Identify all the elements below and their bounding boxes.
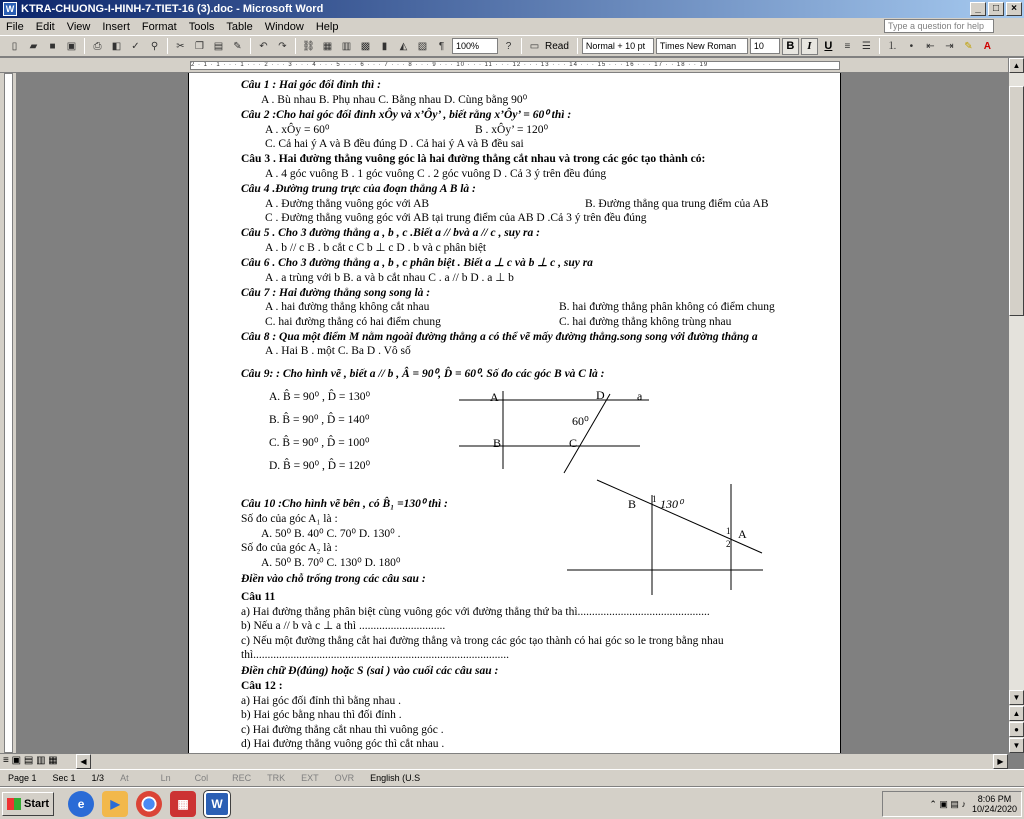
toolbar-separator: [879, 38, 880, 54]
word-taskbar-icon[interactable]: W: [204, 791, 230, 817]
doc-line: A. B̂ = 90⁰ , D̂ = 130⁰: [269, 391, 371, 403]
status-trk[interactable]: TRK: [267, 773, 286, 783]
numbering-icon[interactable]: ⒈: [887, 40, 898, 52]
help-icon[interactable]: ?: [505, 40, 512, 52]
document-area: [17, 73, 1008, 753]
status-line: Ln: [160, 773, 171, 783]
label-130: 130⁰: [660, 497, 683, 511]
status-ext[interactable]: EXT: [301, 773, 319, 783]
doc-line: Số đo của góc A₁ là :: [241, 513, 338, 525]
label-angle-1: 1: [652, 494, 657, 504]
doc-line: Câu 11: [241, 591, 276, 603]
toolbar-separator: [577, 38, 578, 54]
doc-line: B. Đường thẳng qua trung điểm của AB: [585, 198, 769, 210]
doc-line: Câu 10 :Cho hình vẽ bên , có B̂₁ =130⁰ thì :: [241, 498, 448, 510]
scroll-thumb[interactable]: [1009, 86, 1024, 316]
underline-button[interactable]: U: [820, 38, 837, 55]
doc-line: A . Bù nhau B. Phụ nhau C. Bằng nhau D. Cùng bằng 90⁰: [261, 94, 528, 106]
title-bar: [0, 0, 1024, 18]
doc-line: Câu 5 . Cho 3 đường thẳng a , b , c .Biết a // bvà a // c , suy ra :: [241, 227, 540, 239]
previous-page-button[interactable]: ▲: [1009, 706, 1024, 721]
doc-line: thì.........................................................................................: [241, 649, 510, 661]
doc-line: Câu 3 . Hai đường thẳng vuông góc là hai đường thẳng cắt nhau và trong các góc tạo thành có:: [241, 153, 706, 165]
ie-icon[interactable]: e: [68, 791, 94, 817]
menu-insert[interactable]: Insert: [102, 20, 130, 33]
status-rec[interactable]: REC: [232, 773, 252, 783]
format-painter-icon[interactable]: ✎: [233, 40, 242, 52]
italic-button[interactable]: I: [801, 38, 818, 55]
toolbar-separator: [521, 38, 522, 54]
minimize-button[interactable]: _: [970, 2, 986, 16]
vertical-scrollbar[interactable]: [1008, 58, 1024, 753]
maximize-button[interactable]: □: [988, 2, 1004, 16]
paste-icon[interactable]: ▤: [213, 40, 224, 52]
word-app-icon: W: [3, 2, 17, 16]
document-page[interactable]: [188, 73, 841, 753]
label-D: D: [596, 388, 605, 402]
chrome-icon[interactable]: [136, 791, 162, 817]
label-A: A: [490, 390, 499, 404]
toolbar-separator: [295, 38, 296, 54]
menu-bar: [0, 18, 1024, 35]
bold-button[interactable]: B: [782, 38, 799, 55]
justify-icon[interactable]: ☰: [861, 40, 871, 52]
spelling-icon[interactable]: ✓: [131, 40, 140, 52]
line-transversal: [597, 480, 762, 553]
drawing-icon[interactable]: ◭: [399, 40, 408, 52]
doc-line: C . Đường thẳng vuông góc với AB tại trung điểm của AB D .Cả 3 ý trên đều đúng: [265, 212, 647, 224]
unikey-icon[interactable]: ▦: [170, 791, 196, 817]
hyperlink-icon[interactable]: ⛓: [302, 40, 315, 52]
line-dc-transversal: [564, 394, 610, 473]
doc-line: Câu 7 : Hai đường thẳng song song là :: [241, 287, 431, 299]
columns-icon[interactable]: ▮: [381, 40, 388, 52]
font-size-select[interactable]: 10: [750, 38, 780, 54]
doc-line: Số đo của góc A₂ là :: [241, 542, 338, 554]
label-C: C: [569, 436, 578, 450]
label-B: B: [628, 497, 637, 511]
doc-line: A . a trùng với b B. a và b cắt nhau C . a // b D . a ⊥ b: [265, 272, 514, 284]
scroll-right-button[interactable]: ▶: [993, 754, 1008, 769]
status-at: At: [120, 773, 129, 783]
doc-line: Câu 8 : Qua một điểm M nằm ngoài đường thẳng a có thể vẽ mấy đường thẳng.song song với đường thẳng a: [241, 331, 758, 343]
label-a: a: [637, 389, 643, 403]
start-button[interactable]: [2, 792, 54, 816]
doc-line: Câu 9: : Cho hình vẽ , biết a // b , Â = 90⁰, D̂ = 60⁰. Số đo các góc B và C là :: [241, 368, 605, 380]
status-section: Sec 1: [52, 773, 76, 783]
doc-line: D. B̂ = 90⁰ , D̂ = 120⁰: [269, 460, 371, 472]
vertical-ruler[interactable]: [0, 73, 17, 753]
doc-line: Câu 1 : Hai góc đối đỉnh thì :: [241, 79, 381, 91]
doc-line: A . Hai B . một C. Ba D . Vô số: [265, 345, 411, 357]
show-hide-icon[interactable]: ¶: [438, 40, 445, 52]
clock-time: 8:06 PM: [977, 794, 1012, 804]
doc-line: C. B̂ = 90⁰ , D̂ = 100⁰: [269, 437, 370, 449]
view-buttons[interactable]: ≡ ▣ ▤ ▥ ▦: [3, 755, 58, 766]
next-page-button[interactable]: ▼: [1009, 738, 1024, 753]
doc-line: Câu 12 :: [241, 680, 283, 692]
doc-line: a) Hai đường thẳng phân biệt cùng vuông góc với đường thẳng thứ ba thì..............................................: [241, 606, 710, 618]
decrease-indent-icon[interactable]: ⇤: [926, 40, 935, 52]
tables-borders-icon[interactable]: ▦: [322, 40, 333, 52]
toolbar-separator: [167, 38, 168, 54]
doc-line: A . b // c B . b cắt c C b ⊥ c D . b và c phân biệt: [265, 242, 487, 254]
clock-date: 10/24/2020: [971, 804, 1017, 814]
ask-question-input[interactable]: Type a question for help: [884, 19, 994, 33]
browse-object-button[interactable]: ●: [1009, 722, 1024, 737]
zoom-select[interactable]: 100%: [452, 38, 498, 54]
doc-line: A . Đường thẳng vuông góc với AB: [265, 198, 430, 210]
open-folder-icon[interactable]: ▰: [29, 40, 38, 52]
doc-line: Câu 4 .Đường trung trực của đoạn thẳng A B là :: [241, 183, 476, 195]
permission-icon[interactable]: ▣: [66, 40, 77, 52]
doc-line: A. 50⁰ B. 70⁰ C. 130⁰ D. 180⁰: [261, 557, 401, 569]
close-button[interactable]: ×: [1006, 2, 1022, 16]
menu-tools[interactable]: Tools: [188, 20, 215, 33]
start-label: Start: [24, 797, 50, 810]
insert-table-icon[interactable]: ▥: [341, 40, 352, 52]
status-page: Page 1: [8, 773, 37, 783]
doc-line: c) Hai đường thẳng cắt nhau thì vuông góc .: [241, 724, 444, 736]
redo-icon[interactable]: ↷: [278, 40, 287, 52]
read-button[interactable]: Read: [545, 40, 569, 52]
status-pages: 1/3: [91, 773, 105, 783]
new-document-icon[interactable]: ▯: [11, 40, 18, 52]
doc-line: c) Nếu một đường thẳng cắt hai đường thẳng và trong các góc tạo thành có hai góc so le trong bằng nhau: [241, 635, 724, 647]
scroll-up-button[interactable]: ▲: [1009, 58, 1024, 73]
font-select[interactable]: Times New Roman: [656, 38, 748, 54]
scroll-left-button[interactable]: ◀: [76, 754, 91, 769]
bullets-icon[interactable]: •: [909, 40, 914, 52]
scroll-down-button[interactable]: ▼: [1009, 690, 1024, 705]
clock[interactable]: [972, 794, 1017, 814]
status-language: English (U.S: [370, 773, 421, 783]
figure-question-9: [459, 388, 649, 473]
ruler-scale: 2 · 1 · 1 · · · 1 · · · 2 · · · 3 · · · 4 · · · 5 · · · 6 · · · 7 · · · 8 · · · 9 · · · 10 · · · 11 · · · 12 · · · 13 · · · 14 · · · 15 · · · 16 · · · 17 · · 18 · · 19: [190, 61, 840, 70]
undo-icon[interactable]: ↶: [259, 40, 268, 52]
doc-line: Điền chữ Đ(đúng) hoặc S (sai ) vào cuối các câu sau :: [241, 665, 499, 677]
windows-flag-icon: [7, 798, 21, 810]
doc-line: d) Hai đường thẳng vuông góc thì cắt nhau .: [241, 738, 445, 750]
menu-view[interactable]: View: [66, 20, 91, 33]
menu-edit[interactable]: Edit: [35, 20, 55, 33]
research-icon[interactable]: ⚲: [150, 40, 159, 52]
doc-line: Câu 6 . Cho 3 đường thẳng a , b , c phân biệt . Biết a ⊥ c và b ⊥ c , suy ra: [241, 257, 593, 269]
label-A: A: [738, 527, 747, 541]
menu-table[interactable]: Table: [226, 20, 253, 33]
doc-line: B . xÔy’ = 120⁰: [475, 124, 549, 136]
media-player-icon[interactable]: ▶: [102, 791, 128, 817]
horizontal-scrollbar[interactable]: [0, 753, 1008, 769]
toolbar: [0, 35, 1024, 57]
doc-line: A . xÔy = 60⁰: [265, 124, 330, 136]
style-select[interactable]: Normal + 10 pt: [582, 38, 654, 54]
doc-line: a) Hai góc đối đỉnh thì bằng nhau .: [241, 695, 402, 707]
doc-line: b) Hai góc bằng nhau thì đối đỉnh .: [241, 709, 402, 721]
doc-line: b) Nếu a // b và c ⊥ a thì ..............................: [241, 620, 446, 632]
doc-line: A. 50⁰ B. 40⁰ C. 70⁰ D. 130⁰ .: [261, 528, 401, 540]
doc-line: C. hai đường thẳng không trùng nhau: [559, 316, 732, 328]
highlight-icon[interactable]: ✎: [964, 40, 973, 52]
label-60: 60⁰: [572, 414, 589, 428]
label-a2: 2: [726, 539, 731, 549]
label-B: B: [493, 436, 502, 450]
taskbar: [0, 787, 1024, 819]
save-icon[interactable]: ■: [49, 40, 56, 52]
horizontal-ruler[interactable]: [0, 58, 1024, 73]
toolbar-separator: [84, 38, 85, 54]
status-bar: [0, 769, 1024, 786]
document-map-icon[interactable]: ▧: [417, 40, 428, 52]
increase-indent-icon[interactable]: ⇥: [945, 40, 954, 52]
tray-icons[interactable]: ⌃ ▣ ▤ ♪: [929, 798, 966, 809]
label-a1: 1: [726, 526, 731, 536]
menu-window[interactable]: Window: [264, 20, 304, 33]
print-preview-icon[interactable]: ◧: [111, 40, 122, 52]
doc-line: A . hai đường thẳng không cắt nhau: [265, 301, 430, 313]
menu-help[interactable]: Help: [315, 20, 339, 33]
cut-icon[interactable]: ✂: [176, 40, 185, 52]
print-icon[interactable]: ⎙: [93, 40, 102, 52]
read-icon[interactable]: ▭: [529, 40, 540, 52]
doc-line: B. B̂ = 90⁰ , D̂ = 140⁰: [269, 414, 370, 426]
status-column: Col: [194, 773, 209, 783]
doc-line: A . 4 góc vuông B . 1 góc vuông C . 2 góc vuông D . Cả 3 ý trên đều đúng: [265, 168, 607, 180]
system-tray: [882, 791, 1022, 817]
status-ovr[interactable]: OVR: [334, 773, 355, 783]
doc-line: C. hai đường thẳng có hai điểm chung: [265, 316, 441, 328]
figure-question-10: [567, 480, 763, 595]
window-title: KTRA-CHUONG-I-HINH-7-TIET-16 (3).doc - Microsoft Word: [21, 3, 324, 15]
vertical-ruler-scale: [4, 73, 13, 753]
menu-file[interactable]: File: [6, 20, 24, 33]
doc-line: Điền vào chỗ trống trong các câu sau :: [241, 573, 426, 585]
toolbar-separator: [250, 38, 251, 54]
doc-line: Câu 2 :Cho hai góc đối đỉnh xÔy và x’Ôy’ , biết rằng x’Ôy’ = 60⁰ thì :: [241, 109, 572, 121]
align-left-icon[interactable]: ≡: [844, 40, 851, 52]
copy-icon[interactable]: ❐: [195, 40, 204, 52]
insert-excel-icon[interactable]: ▩: [360, 40, 371, 52]
menu-format[interactable]: Format: [141, 20, 177, 33]
font-color-icon[interactable]: A: [983, 40, 992, 52]
doc-line: B. hai đường thẳng phân không có điểm chung: [559, 301, 775, 313]
doc-line: C. Cả hai ý A và B đều đúng D . Cả hai ý A và B đều sai: [265, 138, 524, 150]
